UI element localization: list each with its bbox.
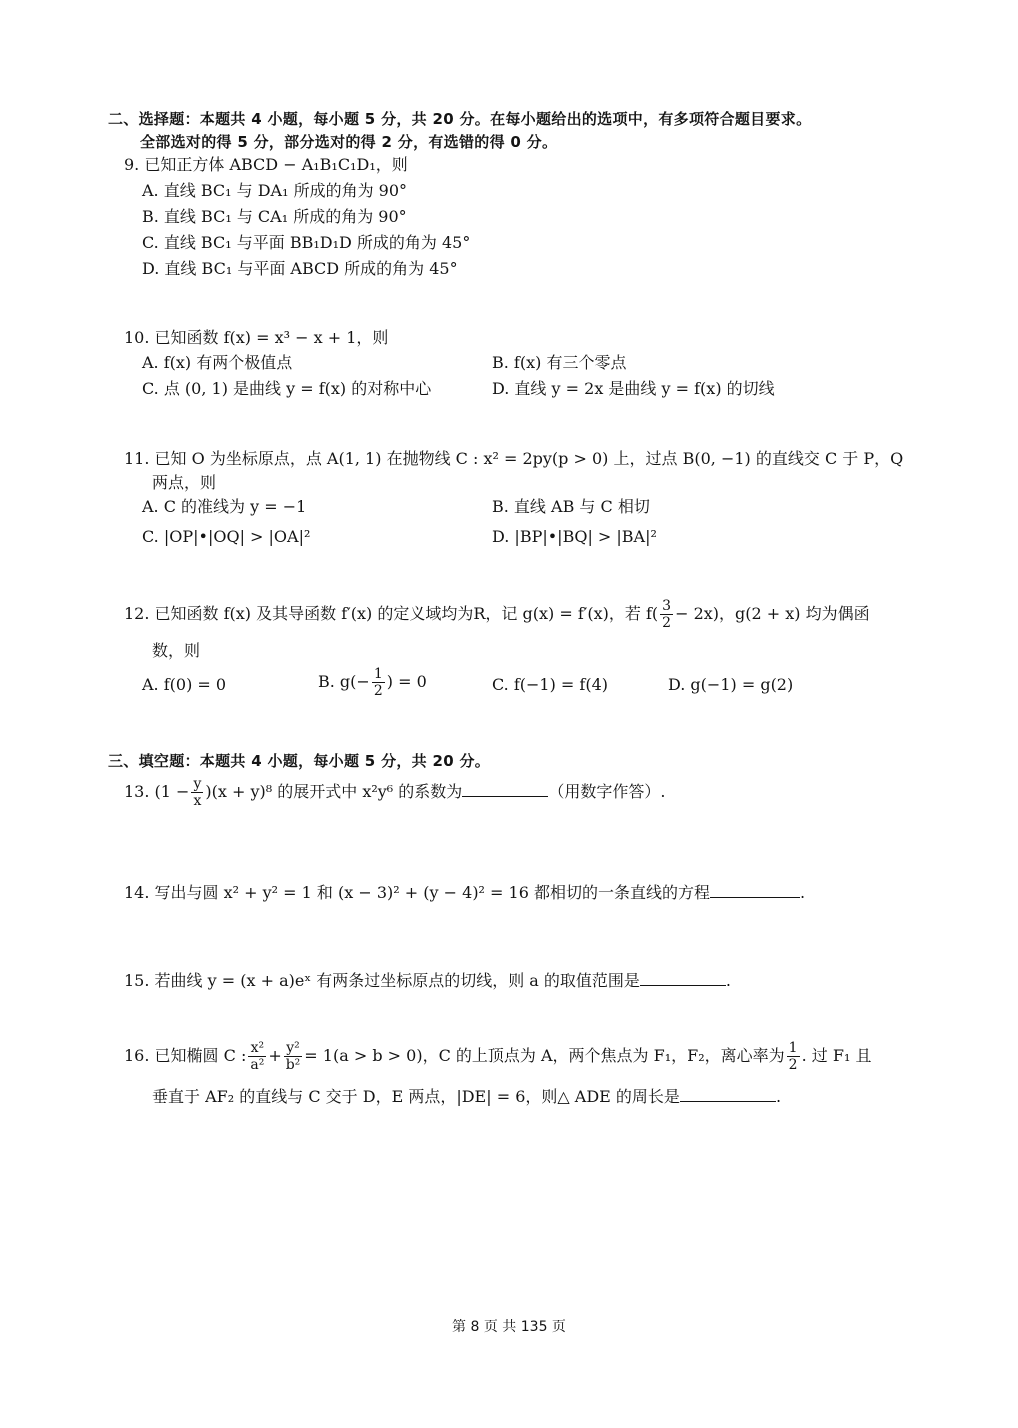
q16-plus: + [268, 1046, 282, 1065]
q16-frac-y [284, 1040, 303, 1073]
q12-stem-line1 [124, 598, 870, 631]
q12-option-d: D. g(−1) = g(2) [668, 675, 794, 694]
q16-e-num: 1 [788, 1040, 798, 1056]
q12-option-c: C. f(−1) = f(4) [492, 675, 608, 694]
q12-frac-den: 2 [662, 615, 672, 631]
q13 [124, 776, 665, 809]
q16-tail: . [775, 1087, 782, 1106]
q16-line2 [152, 1086, 781, 1108]
q11-stem-line2: 两点，则 [152, 473, 217, 492]
q16-f2-num: y² [284, 1040, 303, 1057]
q12-option-b [318, 666, 427, 699]
q9-option-a: A. 直线 BC₁ 与 DA₁ 所成的角为 90° [142, 181, 408, 200]
q14-tail: . [800, 883, 806, 902]
q16-f1-den: a² [250, 1057, 265, 1073]
q13-post: )(x + y)⁸ 的展开式中 x²y⁶ 的系数为 [205, 782, 463, 801]
q9-stem: 9. 已知正方体 ABCD − A₁B₁C₁D₁，则 [124, 155, 408, 174]
q13-frac-den: x [193, 793, 202, 809]
q12-b-den: 2 [373, 683, 383, 699]
q12-option-b-pre: B. g(− [318, 672, 370, 691]
q13-frac-num: y [193, 776, 202, 792]
q15-answer-blank[interactable] [640, 971, 726, 986]
q9-option-b: B. 直线 BC₁ 与 CA₁ 所成的角为 90° [142, 207, 407, 226]
q12-option-a: A. f(0) = 0 [142, 675, 227, 694]
q16-e-den: 2 [788, 1057, 798, 1073]
q16-frac-x [248, 1040, 266, 1073]
q10-option-a: A. f(x) 有两个极值点 [142, 353, 293, 372]
q16-end: . 过 F₁ 且 [801, 1046, 872, 1065]
q12-stem-line2: 数，则 [152, 641, 201, 660]
q10-option-b: B. f(x) 有三个零点 [492, 353, 627, 372]
q9-option-c: C. 直线 BC₁ 与平面 BB₁D₁D 所成的角为 45° [142, 233, 471, 252]
q10-stem: 10. 已知函数 f(x) = x³ − x + 1，则 [124, 328, 389, 347]
section2-header-line2: 全部选对的得 5 分，部分选对的得 2 分，有选错的得 0 分。 [140, 133, 558, 151]
q16-answer-blank[interactable] [680, 1087, 776, 1102]
q11-option-a: A. C 的准线为 y = −1 [142, 497, 307, 516]
q12-fraction [660, 598, 673, 631]
q12-stem-pre: 12. 已知函数 f(x) 及其导函数 f′(x) 的定义域均为R，记 g(x) = f′(x)，若 f( [124, 604, 659, 623]
q16-pre: 16. 已知椭圆 C : [124, 1046, 247, 1065]
q16-line1 [124, 1040, 871, 1073]
section3-header: 三、填空题：本题共 4 小题，每小题 5 分，共 20 分。 [108, 752, 491, 770]
q16-f1-num: x² [248, 1040, 266, 1057]
q15-tail: . [725, 971, 732, 990]
section2-header-line1: 二、选择题：本题共 4 小题，每小题 5 分，共 20 分。在每小题给出的选项中，有多项符合题目要求。 [108, 110, 812, 128]
q14 [124, 882, 805, 904]
q13-fraction [191, 776, 203, 809]
q11-option-d: D. |BP|•|BQ| > |BA|² [492, 527, 657, 546]
q15-text: 15. 若曲线 y = (x + a)eˣ 有两条过坐标原点的切线，则 a 的取值范围是 [124, 971, 640, 990]
q13-pre: 13. (1 − [124, 782, 190, 801]
q12-option-b-fraction [372, 666, 385, 699]
q16-frac-e [787, 1040, 800, 1073]
q16-line2-text: 垂直于 AF₂ 的直线与 C 交于 D，E 两点，|DE| = 6，则△ ADE 的周长是 [152, 1087, 680, 1106]
q15 [124, 970, 731, 992]
q9-option-d: D. 直线 BC₁ 与平面 ABCD 所成的角为 45° [142, 259, 458, 278]
q16-mid: = 1(a > b > 0)，C 的上顶点为 A，两个焦点为 F₁，F₂，离心率为 [304, 1046, 785, 1065]
q11-option-b: B. 直线 AB 与 C 相切 [492, 497, 650, 516]
q13-tail: （用数字作答）. [548, 782, 666, 801]
q14-answer-blank[interactable] [710, 883, 800, 898]
q13-answer-blank[interactable] [462, 782, 548, 797]
q11-stem-line1: 11. 已知 O 为坐标原点，点 A(1, 1) 在抛物线 C : x² = 2py(p > 0) 上，过点 B(0, −1) 的直线交 C 于 P，Q [124, 449, 904, 468]
q14-text: 14. 写出与圆 x² + y² = 1 和 (x − 3)² + (y − 4)² = 16 都相切的一条直线的方程 [124, 883, 710, 902]
q10-option-d: D. 直线 y = 2x 是曲线 y = f(x) 的切线 [492, 379, 775, 398]
q12-option-b-post: ) = 0 [386, 672, 427, 691]
q12-frac-num: 3 [662, 598, 672, 614]
q16-f2-den: b² [285, 1057, 301, 1073]
q12-b-num: 1 [373, 666, 383, 682]
q12-stem-post: − 2x)，g(2 + x) 均为偶函 [675, 604, 870, 623]
q10-option-c: C. 点 (0, 1) 是曲线 y = f(x) 的对称中心 [142, 379, 432, 398]
q11-option-c: C. |OP|•|OQ| > |OA|² [142, 527, 311, 546]
page-footer: 第 8 页 共 135 页 [452, 1319, 566, 1335]
